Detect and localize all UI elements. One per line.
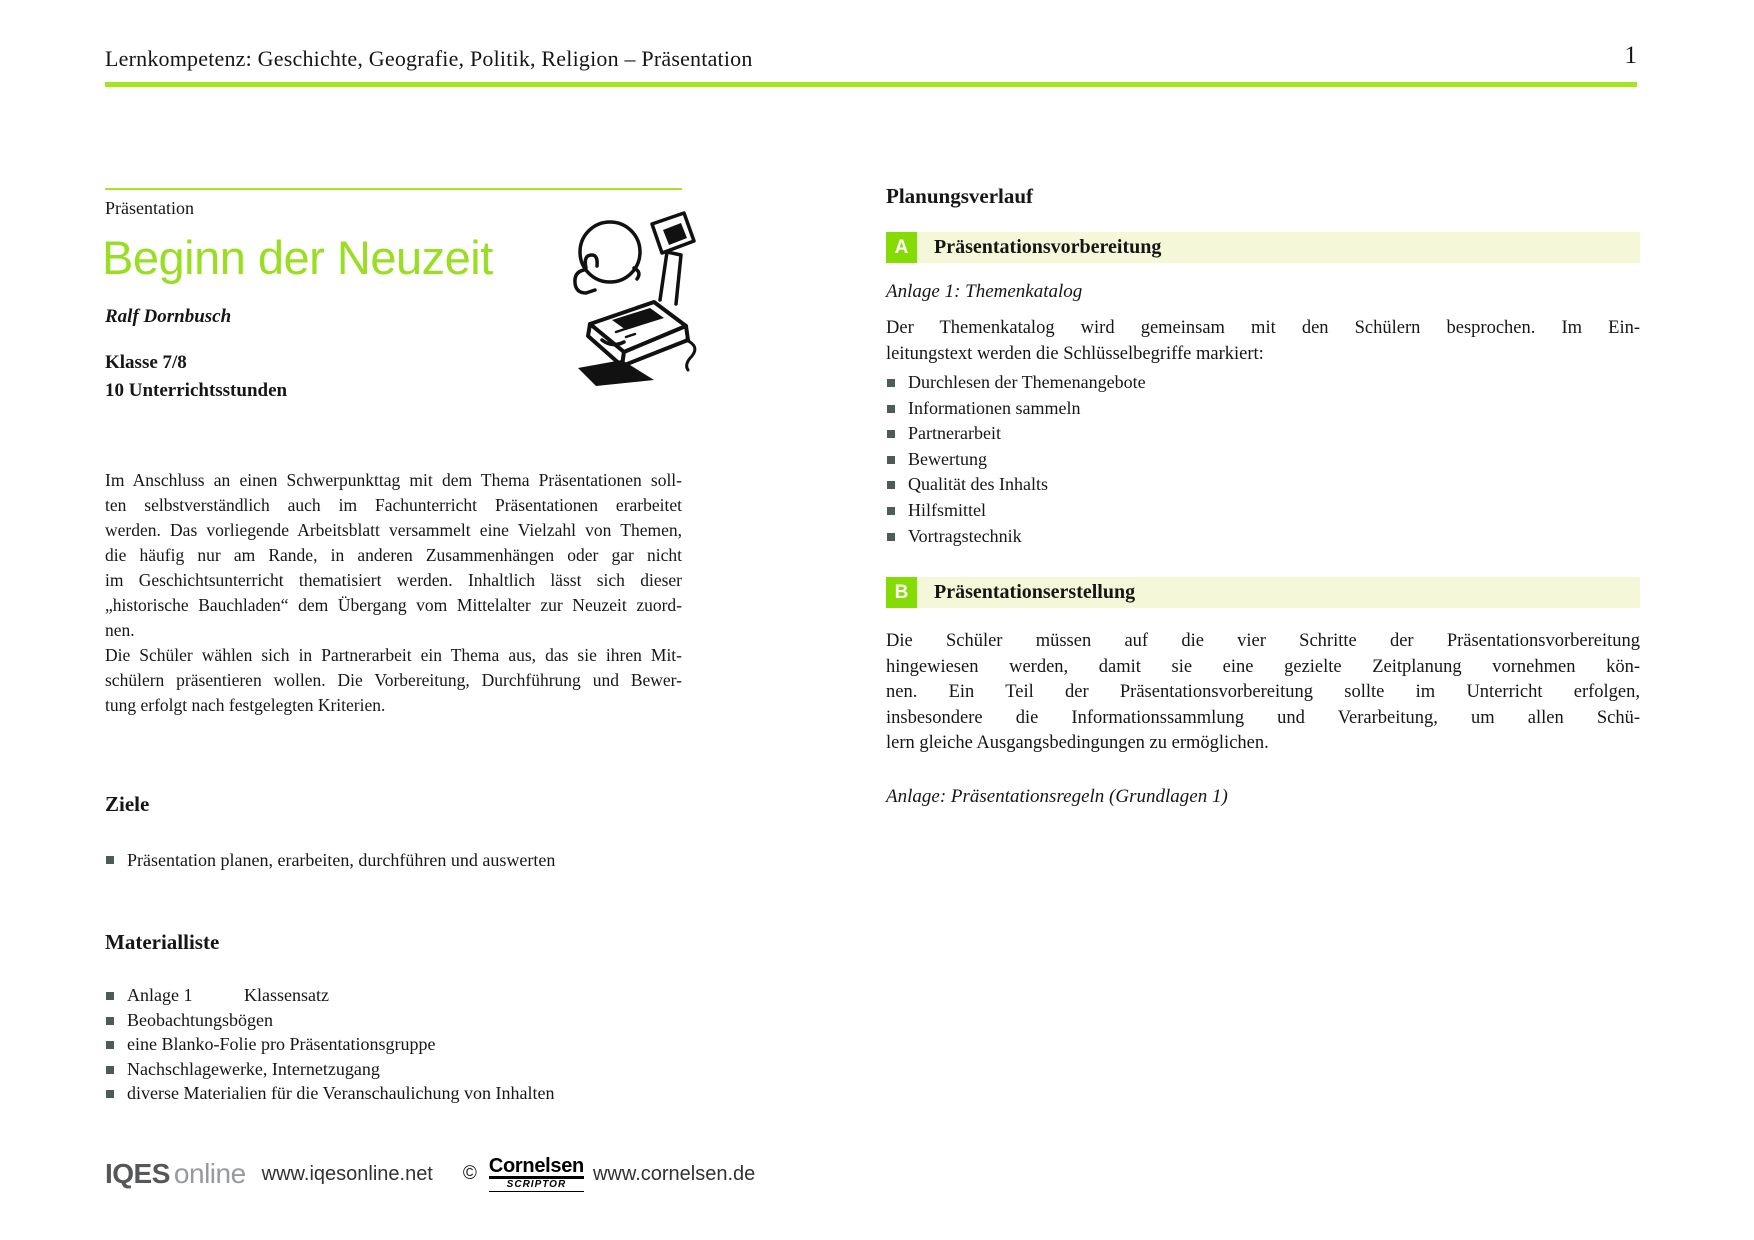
list-item xyxy=(886,396,1640,422)
section-band-b xyxy=(886,577,1640,608)
bullet-square-icon xyxy=(106,1017,114,1025)
anlage1-caption: Anlage 1: Themenkatalog xyxy=(886,281,1083,302)
list-item xyxy=(105,847,682,873)
cornelsen-url-link[interactable]: www.cornelsen.de xyxy=(592,1162,756,1185)
bullet-square-icon xyxy=(106,1090,114,1098)
copyright-symbol: © xyxy=(462,1163,477,1184)
intro-line: „historische Bauchladen“ dem Übergang vom Mittelalter zur Neuzeit zuord- xyxy=(105,595,682,615)
list-item xyxy=(886,447,1640,473)
list-item-text: Informationen sammeln xyxy=(908,397,1081,418)
section-band-a xyxy=(886,232,1640,263)
paragraph-line: nen. Ein Teil der Präsentationsvorbereitung sollte im Unterricht erfolgen, xyxy=(886,682,1640,703)
iqes-url-link[interactable]: www.iqesonline.net xyxy=(261,1162,433,1185)
kicker-label: Präsentation xyxy=(105,198,194,218)
iqes-logo xyxy=(105,1158,246,1190)
materialliste-heading: Materialliste xyxy=(105,930,220,954)
bullet-square-icon xyxy=(887,405,895,413)
list-item-text: Präsentation planen, erarbeiten, durchführen und auswerten xyxy=(127,850,556,870)
intro-paragraph xyxy=(105,468,682,718)
paragraph-a xyxy=(886,315,1640,367)
intro-line: die häufig nur am Rande, in anderen Zusammenhängen oder gar nicht xyxy=(105,545,682,565)
overhead-projector-illustration xyxy=(558,208,698,400)
list-item-text: diverse Materialien für die Veranschaulichung von Inhalten xyxy=(127,1083,555,1104)
list-item xyxy=(105,1057,682,1082)
author-name: Ralf Dornbusch xyxy=(105,306,232,327)
iqes-logo-bold: IQES xyxy=(105,1158,170,1189)
section-title-a: Präsentationsvorbereitung xyxy=(917,232,1640,263)
planungsverlauf-heading: Planungsverlauf xyxy=(886,184,1034,208)
intro-line: Die Schüler wählen sich in Partnerarbeit ein Thema aus, das sie ihren Mit- xyxy=(105,645,682,665)
list-item-text: eine Blanko-Folie pro Präsentationsgruppe xyxy=(127,1034,436,1055)
preparation-bullet-list xyxy=(886,370,1640,549)
intro-line: nen. xyxy=(105,620,135,640)
footer xyxy=(105,1156,755,1192)
bullet-square-icon xyxy=(887,456,895,464)
list-item xyxy=(886,524,1640,550)
ziele-heading: Ziele xyxy=(105,792,150,816)
paragraph-line: lern gleiche Ausgangsbedingungen zu ermöglichen. xyxy=(886,733,1269,754)
bullet-square-icon xyxy=(887,481,895,489)
intro-line: Im Anschluss an einen Schwerpunkttag mit dem Thema Präsentationen soll- xyxy=(105,470,682,490)
bullet-square-icon xyxy=(106,1066,114,1074)
bullet-square-icon xyxy=(887,533,895,541)
bullet-square-icon xyxy=(106,992,114,1000)
bullet-square-icon xyxy=(106,856,114,864)
material-list xyxy=(105,983,682,1106)
list-item-text: Vortragstechnik xyxy=(908,525,1022,546)
list-item xyxy=(105,1032,682,1057)
intro-line: schülern präsentieren wollen. Die Vorbereitung, Durchführung und Bewer- xyxy=(105,670,682,690)
bullet-square-icon xyxy=(887,507,895,515)
bullet-square-icon xyxy=(887,379,895,387)
page-number: 1 xyxy=(1624,42,1637,69)
section-badge-a: A xyxy=(886,232,917,263)
paragraph-line: leitungstext werden die Schlüsselbegriffe markiert: xyxy=(886,344,1264,364)
list-item xyxy=(886,472,1640,498)
material-label: Anlage 1 xyxy=(127,985,193,1005)
paragraph-line: Die Schüler müssen auf die vier Schritte der Präsentationsvorbereitung xyxy=(886,631,1640,651)
material-detail: Klassensatz xyxy=(244,985,329,1005)
list-item-text: Partnerarbeit xyxy=(908,423,1001,444)
intro-line: werden. Das vorliegende Arbeitsblatt versammelt eine Vielzahl von Themen, xyxy=(105,520,682,540)
left-column-rule xyxy=(105,188,682,190)
paragraph-b xyxy=(886,629,1640,757)
document-title: Beginn der Neuzeit xyxy=(102,231,493,284)
anlage2-caption: Anlage: Präsentationsregeln (Grundlagen 1) xyxy=(886,786,1228,807)
iqes-logo-light: online xyxy=(173,1158,246,1189)
paragraph-line: Der Themenkatalog wird gemeinsam mit den Schülern besprochen. Im Ein- xyxy=(886,318,1640,338)
header-rule xyxy=(105,82,1637,87)
list-item-text xyxy=(127,983,329,1008)
list-item-text: Beobachtungsbögen xyxy=(127,1009,273,1030)
bullet-square-icon xyxy=(106,1041,114,1049)
ziele-list xyxy=(105,847,682,873)
lesson-hours: 10 Unterrichtsstunden xyxy=(105,380,288,401)
paragraph-line: hingewiesen werden, damit sie eine gezielte Zeitplanung vornehmen kön- xyxy=(886,656,1640,677)
list-item xyxy=(886,370,1640,396)
list-item-text: Qualität des Inhalts xyxy=(908,474,1048,495)
list-item-text: Nachschlagewerke, Internetzugang xyxy=(127,1058,380,1079)
list-item xyxy=(886,421,1640,447)
class-level: Klasse 7/8 xyxy=(105,352,187,373)
list-item-text: Bewertung xyxy=(908,448,987,469)
cornelsen-logo xyxy=(489,1156,584,1192)
section-title-b: Präsentationserstellung xyxy=(917,577,1640,608)
list-item-text: Hilfsmittel xyxy=(908,499,986,520)
intro-line: ten selbstverständlich auch im Fachunterricht Präsentationen erarbeitet xyxy=(105,495,682,515)
list-item-text: Durchlesen der Themenangebote xyxy=(908,372,1146,392)
intro-line: im Geschichtsunterricht thematisiert werden. Inhaltlich lässt sich dieser xyxy=(105,570,682,590)
list-item xyxy=(105,983,682,1008)
intro-line: tung erfolgt nach festgelegten Kriterien. xyxy=(105,695,386,715)
section-badge-b: B xyxy=(886,577,917,608)
paragraph-line: insbesondere die Informationssammlung und Verarbeitung, um allen Schü- xyxy=(886,707,1640,728)
bullet-square-icon xyxy=(887,430,895,438)
list-item xyxy=(886,498,1640,524)
cornelsen-logo-name: Cornelsen xyxy=(488,1155,584,1177)
list-item xyxy=(105,1008,682,1033)
list-item xyxy=(105,1081,682,1106)
cornelsen-logo-sub: SCRIPTOR xyxy=(489,1179,584,1192)
header-title: Lernkompetenz: Geschichte, Geografie, Politik, Religion – Präsentation xyxy=(105,46,753,71)
